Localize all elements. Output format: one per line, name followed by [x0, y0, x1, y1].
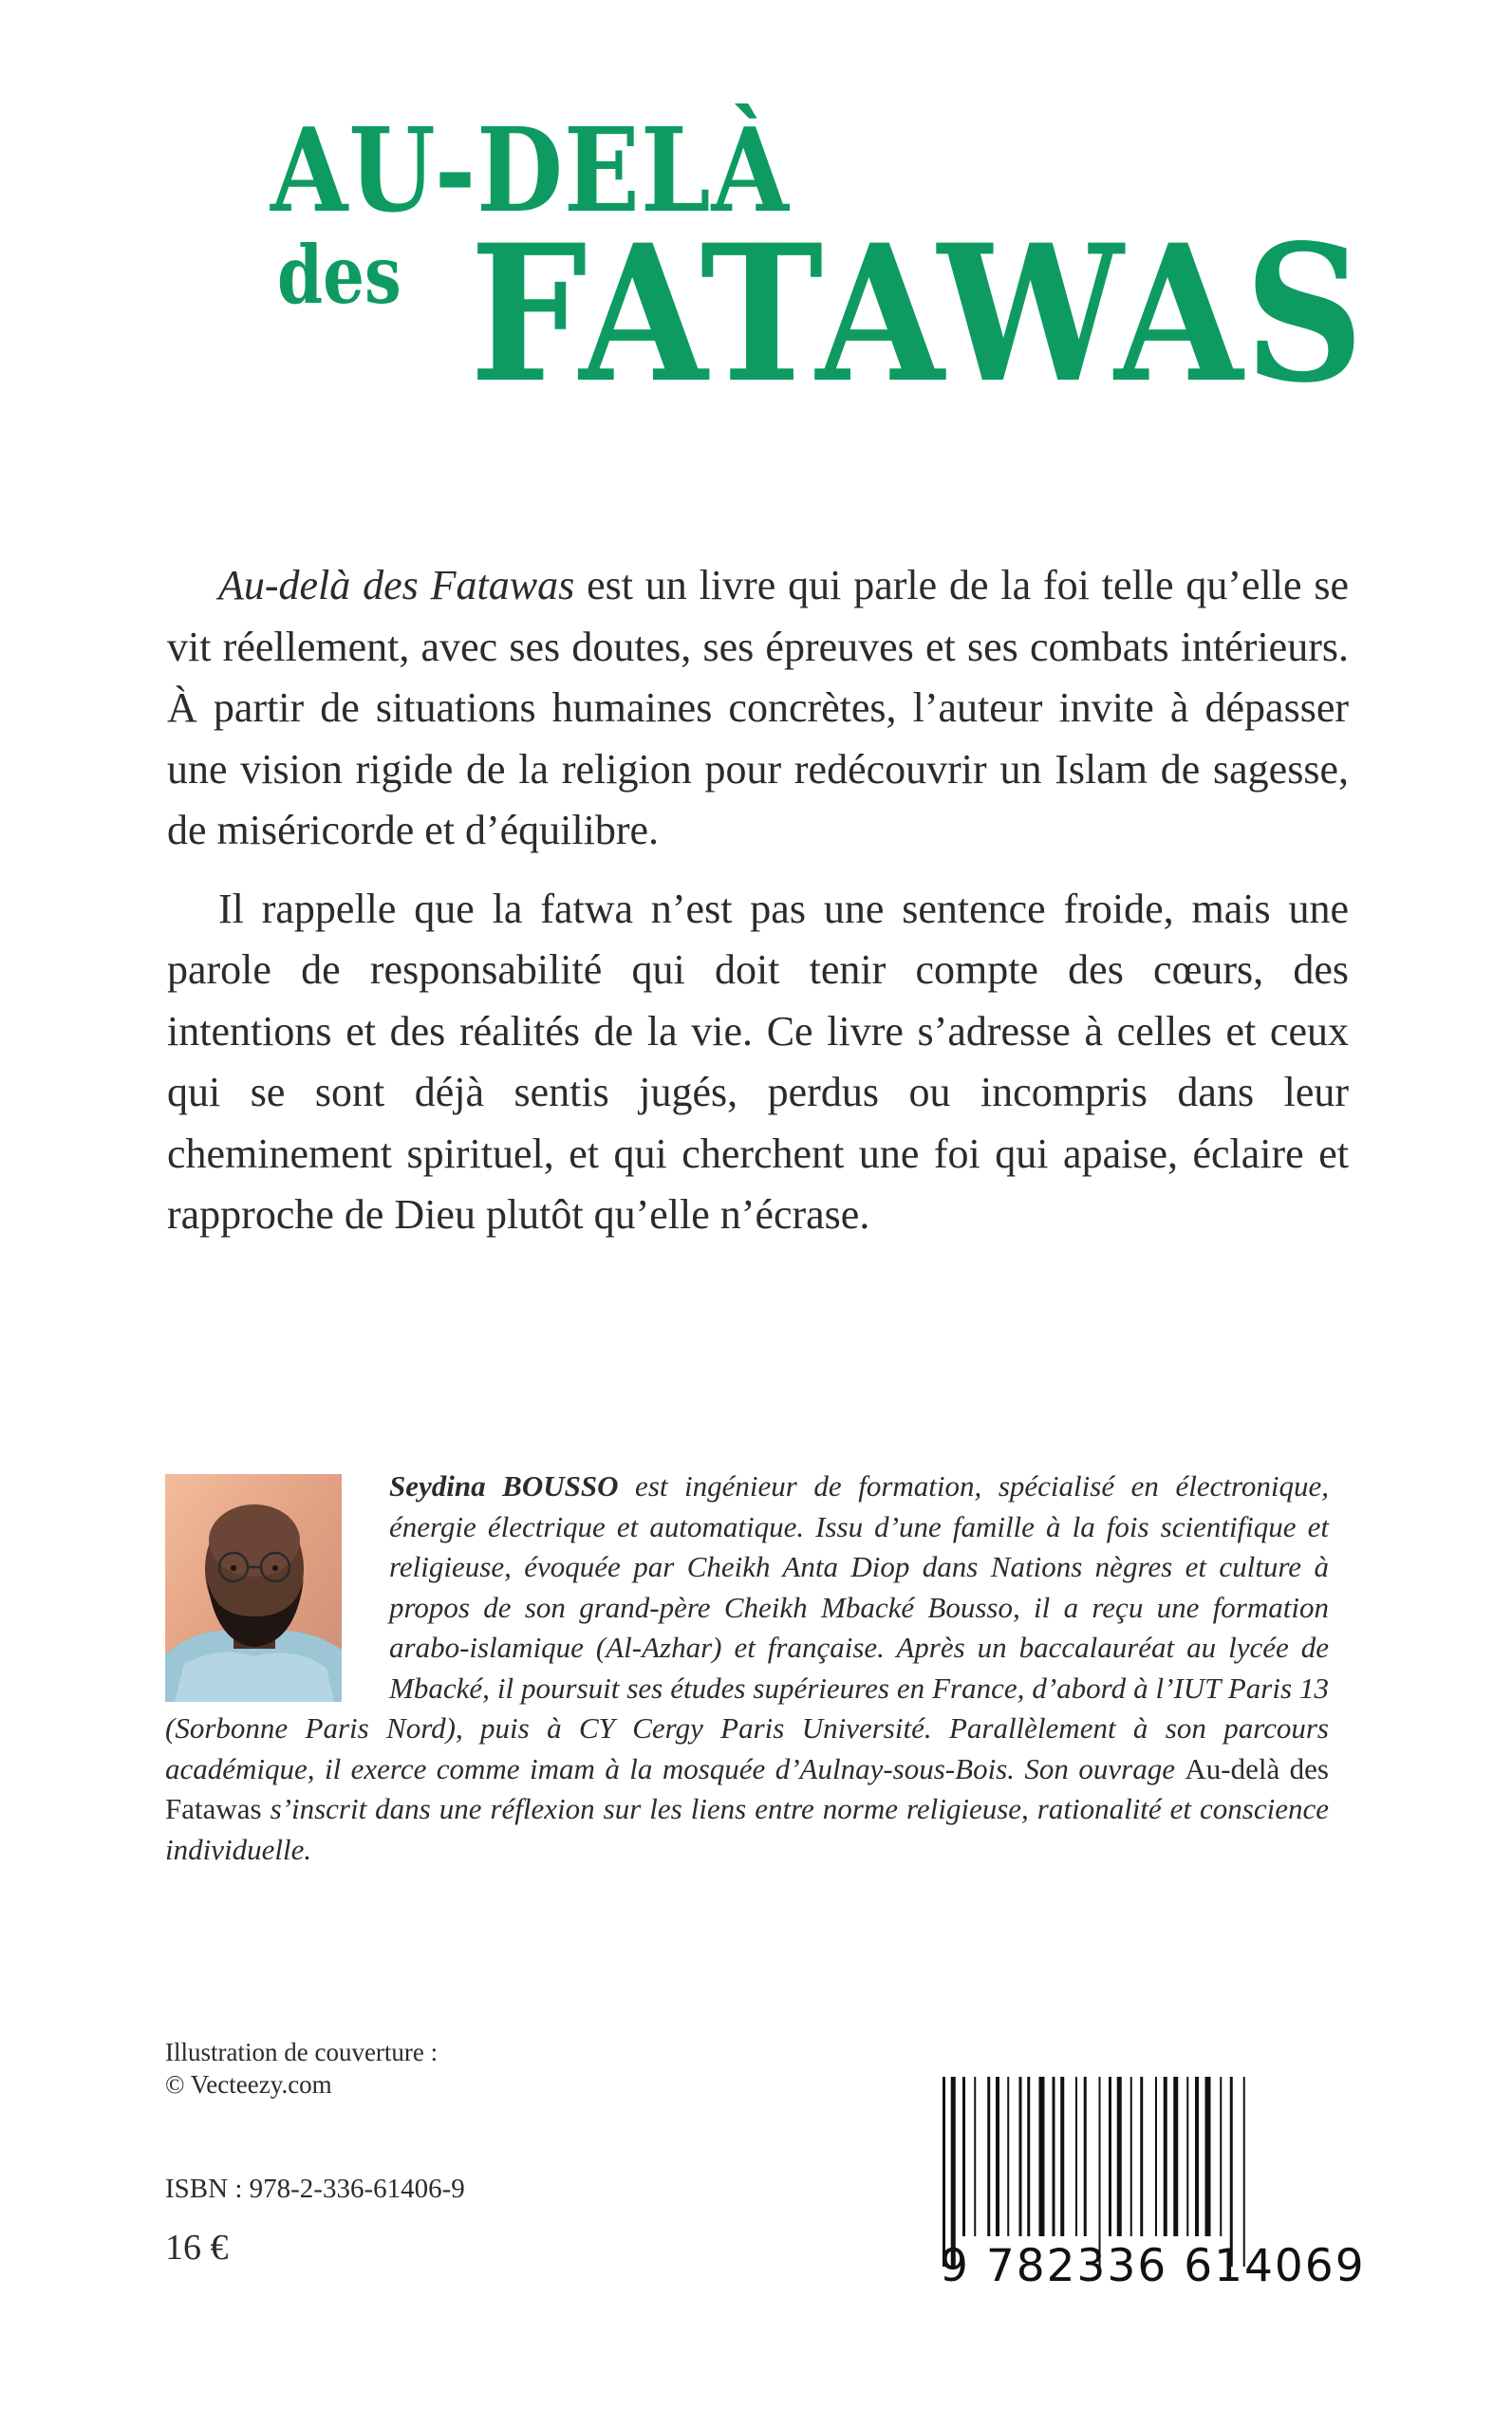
- barcode-bar: [1053, 2077, 1055, 2236]
- barcode-bar: [1117, 2077, 1122, 2236]
- barcode-bar: [1186, 2077, 1188, 2236]
- author-bio: [165, 1466, 1329, 1870]
- price: 16 €: [165, 2228, 229, 2268]
- barcode-bar: [1084, 2077, 1087, 2236]
- blurb-paragraph-1-text: est un livre qui parle de la foi telle qu’elle se vit réellement, avec ses doutes, ses épreuves et ses combats intérieurs. À partir de situations humaines concrètes, l’auteur invite à dépasser une vision rigide de la religion pour redécouvrir un Islam de sagesse, de miséricorde et d’équilibre.: [167, 562, 1349, 853]
- author-bio-text-1: est ingénieur de formation, spécialisé en électronique, énergie électrique et automatique. Issu d’une famille à la fois scientifique et religieuse, évoquée par Cheikh Anta Diop dans Nations nègres et culture à propos de son grand-père Cheikh Mbacké Bousso, il a reçu une formation arabo-islamique (Al-Azhar) et française. Après un baccalauréat au lycée de Mbacké, il poursuit ses études supérieures en France, d’abord à l’IUT Paris 13 (Sorbonne Paris Nord), puis à CY Cergy Paris Université. Parallèlement à son parcours académique, il exerce comme imam à la mosquée d’Aulnay-sous-Bois. Son ouvrage: [165, 1469, 1329, 1785]
- cover-credit-label: Illustration de couverture :: [165, 2038, 439, 2066]
- barcode-bar: [1243, 2077, 1245, 2267]
- cover-credit: [165, 2036, 438, 2101]
- barcode-bar: [1230, 2077, 1233, 2267]
- title-au-dela: AU-DELÀ: [271, 102, 790, 238]
- title-fatawas: FATAWAS: [470, 203, 1366, 424]
- barcode-bar: [1173, 2077, 1178, 2236]
- barcode-bar: [1019, 2077, 1022, 2236]
- barcode-bar: [1130, 2077, 1132, 2236]
- author-name: Seydina BOUSSO: [389, 1469, 619, 1503]
- barcode-bar: [1164, 2077, 1167, 2236]
- barcode-bar: [996, 2077, 999, 2236]
- barcode-bar: [1195, 2077, 1199, 2236]
- barcode-bar: [1155, 2077, 1157, 2236]
- barcode-bar: [1027, 2077, 1030, 2236]
- isbn: ISBN : 978-2-336-61406-9: [165, 2174, 465, 2204]
- barcode-bar: [1075, 2077, 1077, 2236]
- blurb-book-title: Au-delà des Fatawas: [218, 562, 575, 608]
- barcode-bar: [943, 2077, 945, 2267]
- back-cover-blurb: [167, 555, 1349, 1263]
- barcode-bar: [1060, 2077, 1064, 2236]
- barcode-bar: [974, 2077, 976, 2236]
- barcode-bar: [962, 2077, 965, 2236]
- barcode-bar: [1220, 2077, 1222, 2236]
- title-des: des: [277, 228, 401, 322]
- barcode-bar: [1205, 2077, 1211, 2236]
- blurb-paragraph-1: [167, 555, 1349, 862]
- barcode-bar: [1007, 2077, 1009, 2236]
- author-book-title: Au-delà des Fatawas: [165, 1751, 1329, 1825]
- barcode-bar: [951, 2077, 956, 2267]
- photo-spacer: [165, 1466, 389, 1709]
- barcode-bar: [1039, 2077, 1045, 2236]
- blurb-paragraph-2: Il rappelle que la fatwa n’est pas une sentence froide, mais une parole de responsabilité qui doit tenir compte des cœurs, des intentions et des réalités de la vie. Ce livre s’adresse à celles et ceux qui se sont déjà sentis jugés, perdus ou incompris dans leur cheminement spirituel, et qui cherchent une foi qui apaise, éclaire et rapproche de Dieu plutôt qu’elle n’écrase.: [167, 885, 1349, 1238]
- barcode-bar: [987, 2077, 990, 2236]
- barcode-bar: [1109, 2077, 1111, 2236]
- barcode-bar: [1140, 2077, 1143, 2236]
- barcode-digits: 9 782336 614069: [940, 2240, 1366, 2292]
- author-bio-text-2: s’inscrit dans une réflexion sur les liens entre norme religieuse, rationalité et conscience individuelle.: [165, 1792, 1329, 1866]
- barcode-bar: [1099, 2077, 1101, 2267]
- cover-credit-source: © Vecteezy.com: [165, 2070, 332, 2099]
